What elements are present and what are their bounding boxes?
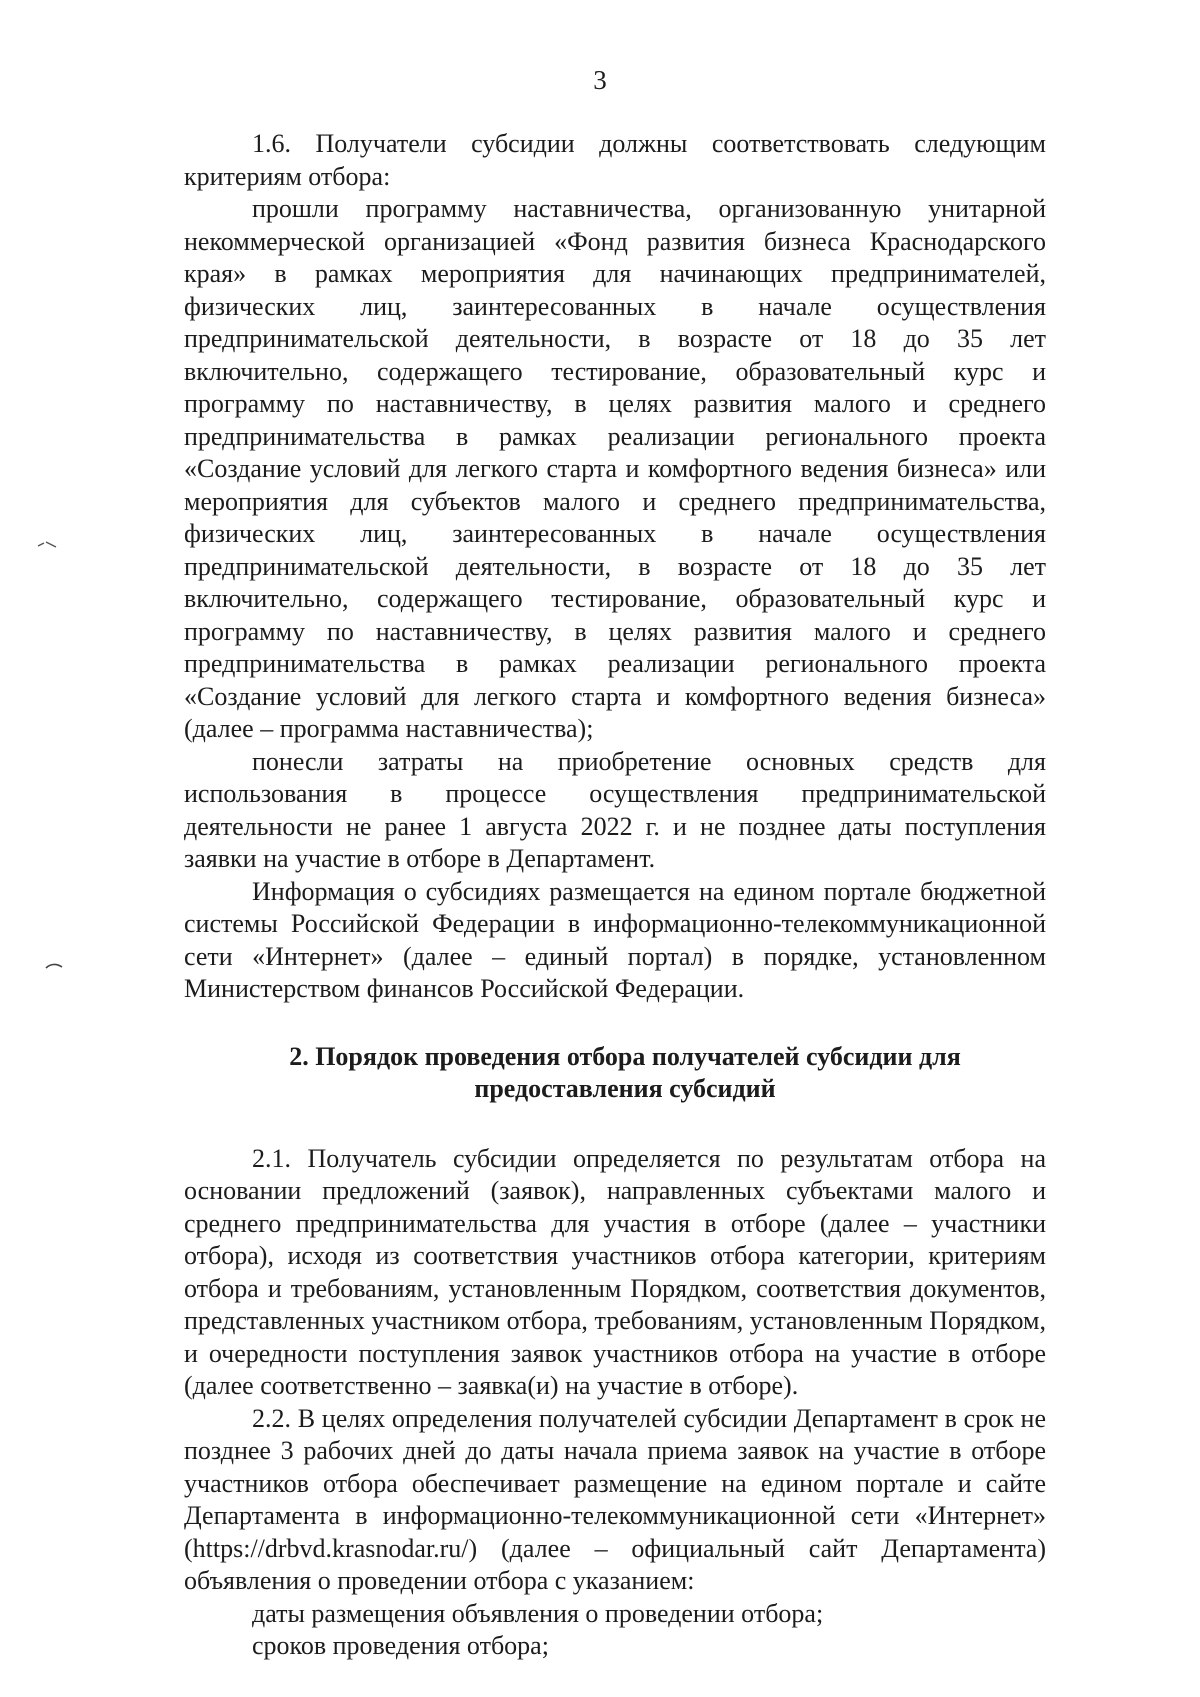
- paragraph: Информация о субсидиях размещается на едином портале бюджетной системы Российской Федерации в информационно-телекоммуникационной сети «Интернет» (далее – единый портал) в порядке, установленном Министерством финансов Российской Федерации.: [184, 876, 1046, 1003]
- page-number: 3: [593, 65, 607, 95]
- list-item: сроков проведения отбора;: [252, 1631, 549, 1660]
- paragraph: прошли программу наставничества, организованную унитарной некоммерческой организацией «Фонд развития бизнеса Краснодарского края» в рамках мероприятия для начинающих предпринимателей, физических лиц, заинтересованных в начале осуществления предпринимательской деятельности, в возрасте от 18 до 35 лет включительно, содержащего тестирование, образовательный курс и программу по наставничеству, в целях развития малого и среднего предпринимательства в рамках реализации регионального проекта «Создание условий для легкого старта и комфортного ведения бизнеса» или мероприятия для субъектов малого и среднего предпринимательства, физических лиц, заинтересованных в начале осуществления предпринимательской деятельности, в возрасте от 18 до 35 лет включительно, содержащего тестирование, образовательный курс и программу по наставничеству, в целях развития малого и среднего предпринимательства в рамках реализации регионального проекта «Создание условий для легкого старта и комфортного ведения бизнеса» (далее – программа наставничества);: [184, 194, 1046, 743]
- section-heading-line: 2. Порядок проведения отбора получателей субсидии для: [289, 1041, 961, 1071]
- scan-mark: [44, 962, 66, 970]
- list-item: даты размещения объявления о проведении отбора;: [252, 1598, 824, 1628]
- section-heading: [184, 1041, 1046, 1106]
- paragraph: 1.6. Получатели субсидии должны соответствовать следующим критериям отбора:: [184, 129, 1046, 191]
- section-heading-line: предоставления субсидий: [474, 1074, 776, 1103]
- paragraph: 2.2. В целях определения получателей субсидии Департамент в срок не позднее 3 рабочих дней до даты начала приема заявок на участие в отборе участников отбора обеспечивает размещение на едином портале и сайте Департамента в информационно-телекоммуникационной сети «Интернет» (https://drbvd.krasnodar.ru/) (далее – официальный сайт Департамента) объявления о проведении отбора с указанием:: [184, 1403, 1046, 1595]
- document-body: [184, 128, 1046, 1663]
- paragraph: понесли затраты на приобретение основных средств для использования в процессе осуществления предпринимательской деятельности не ранее 1 августа 2022 г. и не позднее даты поступления заявки на участие в отборе в Департамент.: [184, 746, 1046, 873]
- paragraph: 2.1. Получатель субсидии определяется по результатам отбора на основании предложений (заявок), направленных субъектами малого и среднего предпринимательства для участия в отборе (далее – участники отбора), исходя из соответствия участников отбора категории, критериям отбора и требованиям, установленным Порядком, соответствия документов, представленных участником отбора, требованиям, установленным Порядком, и очередности поступления заявок участников отбора на участие в отборе (далее соответственно – заявка(и) на участие в отборе).: [184, 1143, 1046, 1400]
- scan-mark: [36, 540, 58, 548]
